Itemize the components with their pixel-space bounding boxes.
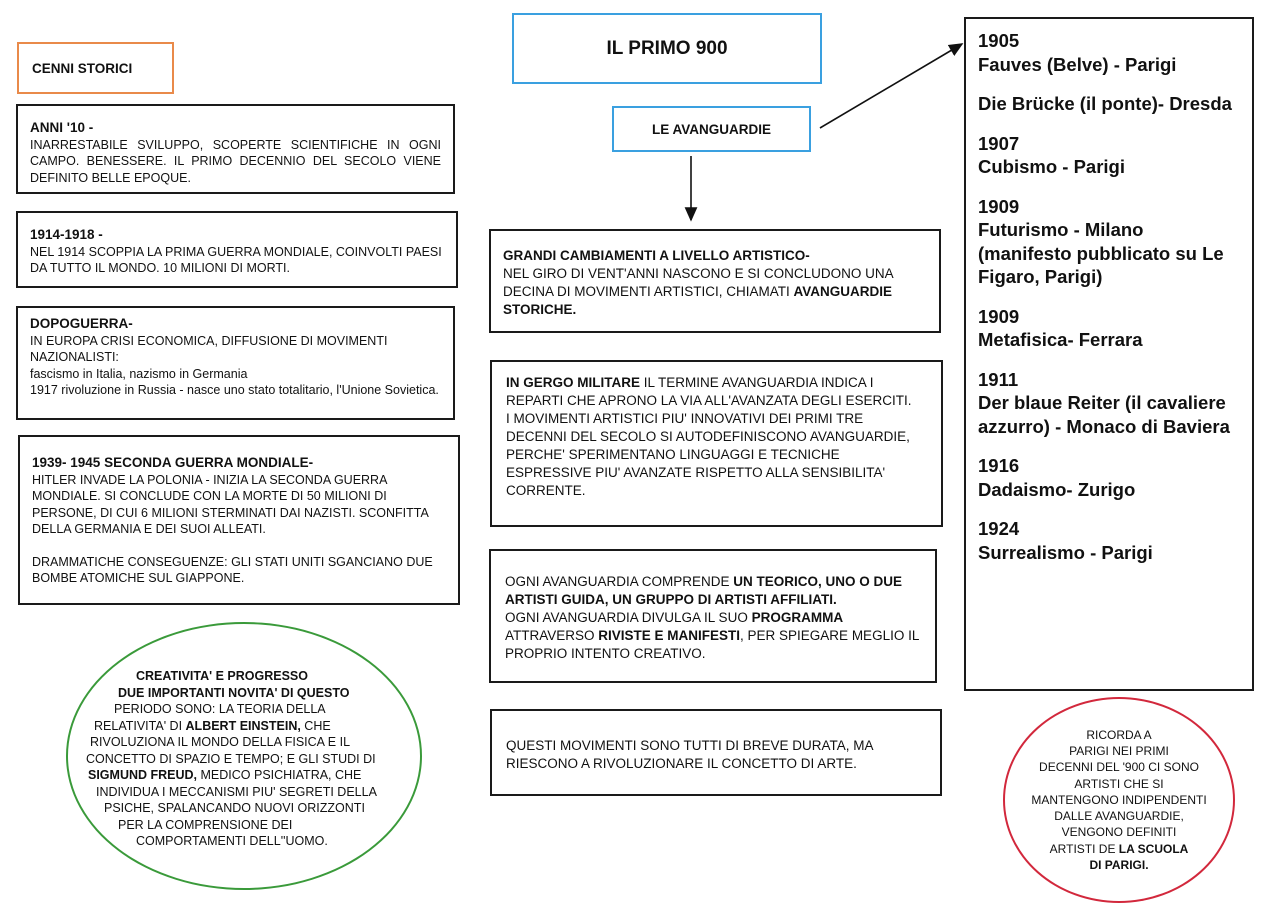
dopoguerra-line2: fascismo in Italia, nazismo in Germania: [30, 366, 248, 381]
creativita-line10: PER LA COMPRENSIONE DEI: [118, 817, 293, 832]
creativita-line9: PSICHE, SPALANCANDO NUOVI ORIZZONTI: [104, 801, 365, 815]
cenni-storici-box: [17, 42, 174, 94]
cambiamenti-text: NEL GIRO DI VENT'ANNI NASCONO E SI CONCLUDONO UNA DECINA DI MOVIMENTI ARTISTICI, CHIAMATI AVANGUARDIE STORICHE.: [503, 266, 893, 317]
page-title: IL PRIMO 900: [606, 37, 728, 59]
timeline-item: 1924 Surrealismo - Parigi: [978, 518, 1153, 563]
creativita-line8: INDIVIDUA I MECCANISMI PIU' SEGRETI DELLA: [96, 784, 377, 799]
timeline-item: Die Brücke (il ponte)- Dresda: [978, 93, 1232, 114]
teorico-p1: OGNI AVANGUARDIA COMPRENDE UN TEORICO, UNO O DUE ARTISTI GUIDA, UN GRUPPO DI ARTISTI AFFILIATI.: [505, 574, 903, 607]
gergo-text1: IN GERGO MILITARE IL TERMINE AVANGUARDIA INDICA I REPARTI CHE APRONO LA VIA ALL'AVANZATA DEGLI ESERCITI.: [506, 375, 912, 408]
dopoguerra-box: [16, 306, 455, 420]
teorico-box: [489, 549, 937, 683]
creativita-line3: PERIODO SONO: LA TEORIA DELLA: [114, 702, 326, 716]
anni10-heading: ANNI '10 -: [30, 120, 94, 135]
gergo-text2: I MOVIMENTI ARTISTICI PIU' INNOVATIVI DEI PRIMI TRE DECENNI DEL SECOLO SI AUTODEFINISCONO AVANGUARDIE, PERCHE' SPERIMENTANO LINGUAGGI E TECNICHE ESPRESSIVE PIU' AVANZATE RISPETTO ALLA SENSIBILITA' CORRENTE.: [506, 411, 910, 498]
guerra1-text: NEL 1914 SCOPPIA LA PRIMA GUERRA MONDIALE, COINVOLTI PAESI DA TUTTO IL MONDO. 10 MILIONI DI MORTI.: [30, 244, 442, 275]
creativita-line4: RELATIVITA' DI ALBERT EINSTEIN, CHE: [94, 718, 331, 733]
timeline-item: 1916 Dadaismo- Zurigo: [978, 455, 1136, 500]
creativita-line11: COMPORTAMENTI DELL''UOMO.: [136, 834, 328, 848]
breve-box: [490, 709, 942, 796]
guerra2-heading: [32, 455, 446, 472]
guerra2-heading-year: 1939- 1945: [32, 455, 101, 470]
guerra1-box: [16, 211, 458, 288]
timeline-item: 1905 Fauves (Belve) - Parigi: [978, 30, 1177, 75]
creativita-ellipse: [66, 622, 422, 890]
ricorda-text: RICORDA A PARIGI NEI PRIMI DECENNI DEL '900 CI SONO ARTISTI CHE SI MANTENGONO INDIPENDENTI DALLE AVANGUARDIE, VENGONO DEFINITI ARTISTI DE LA SCUOLA DI PARIGI.: [1031, 728, 1207, 872]
anni10-box: [16, 104, 455, 194]
teorico-p2: OGNI AVANGUARDIA DIVULGA IL SUO PROGRAMMA ATTRAVERSO RIVISTE E MANIFESTI, PER SPIEGARE MEGLIO IL PROPRIO INTENTO CREATIVO.: [505, 610, 919, 661]
creativita-line5: RIVOLUZIONA IL MONDO DELLA FISICA E IL: [90, 735, 351, 749]
avanguardie-box: [612, 106, 811, 152]
timeline-item: 1909 Futurismo - Milano (manifesto pubblicato su Le Figaro, Parigi): [978, 195, 1224, 287]
guerra2-box: [18, 435, 460, 605]
avanguardie-label: LE AVANGUARDIE: [651, 121, 771, 137]
anni10-text: INARRESTABILE SVILUPPO, SCOPERTE SCIENTIFICHE IN OGNI CAMPO. BENESSERE. IL PRIMO DECENNIO DEL SECOLO VIENE DEFINITO BELLE EPOQUE.: [30, 137, 441, 185]
timeline-box: [964, 17, 1254, 691]
timeline-item: 1911 Der blaue Reiter (il cavaliere azzurro) - Monaco di Baviera: [978, 368, 1230, 437]
guerra1-heading: 1914-1918 -: [30, 227, 103, 242]
cambiamenti-heading: GRANDI CAMBIAMENTI A LIVELLO ARTISTICO-: [503, 248, 810, 263]
title-box: [512, 13, 822, 84]
dopoguerra-heading: DOPOGUERRA-: [30, 316, 133, 331]
timeline-item: 1909 Metafisica- Ferrara: [978, 305, 1143, 350]
cambiamenti-box: [489, 229, 941, 333]
dopoguerra-line1: IN EUROPA CRISI ECONOMICA, DIFFUSIONE DI MOVIMENTI NAZIONALISTI:: [30, 333, 388, 364]
creativita-text: [68, 668, 424, 850]
arrow-to-timeline: [820, 44, 962, 128]
creativita-line1: CREATIVITA' E PROGRESSO: [136, 669, 308, 683]
cenni-storici-label: CENNI STORICI: [32, 60, 133, 76]
creativita-line6: CONCETTO DI SPAZIO E TEMPO; E GLI STUDI DI: [86, 751, 376, 766]
creativita-line7: SIGMUND FREUD, MEDICO PSICHIATRA, CHE: [88, 768, 362, 782]
guerra2-text2: DRAMMATICHE CONSEGUENZE: GLI STATI UNITI SGANCIANO DUE BOMBE ATOMICHE SUL GIAPPONE.: [32, 554, 433, 585]
breve-text: QUESTI MOVIMENTI SONO TUTTI DI BREVE DURATA, MA RIESCONO A RIVOLUZIONARE IL CONCETTO DI ARTE.: [506, 738, 873, 771]
guerra2-text: HITLER INVADE LA POLONIA - INIZIA LA SECONDA GUERRA MONDIALE. SI CONCLUDE CON LA MORTE DI 50 MILIONI DI PERSONE, DI CUI 6 MILIONI STERMINATI DAI NAZISTI. SCONFITTA DELLA GERMANIA E DEI SUOI ALLEATI.: [32, 472, 429, 536]
creativita-line2: DUE IMPORTANTI NOVITA' DI QUESTO: [118, 685, 350, 700]
dopoguerra-line3: 1917 rivoluzione in Russia - nasce uno stato totalitario, l'Unione Sovietica.: [30, 383, 439, 397]
ricorda-ellipse: [1003, 697, 1235, 903]
gergo-box: [490, 360, 943, 527]
timeline-item: 1907 Cubismo - Parigi: [978, 132, 1125, 177]
guerra2-heading-text: SECONDA GUERRA MONDIALE-: [104, 455, 314, 470]
